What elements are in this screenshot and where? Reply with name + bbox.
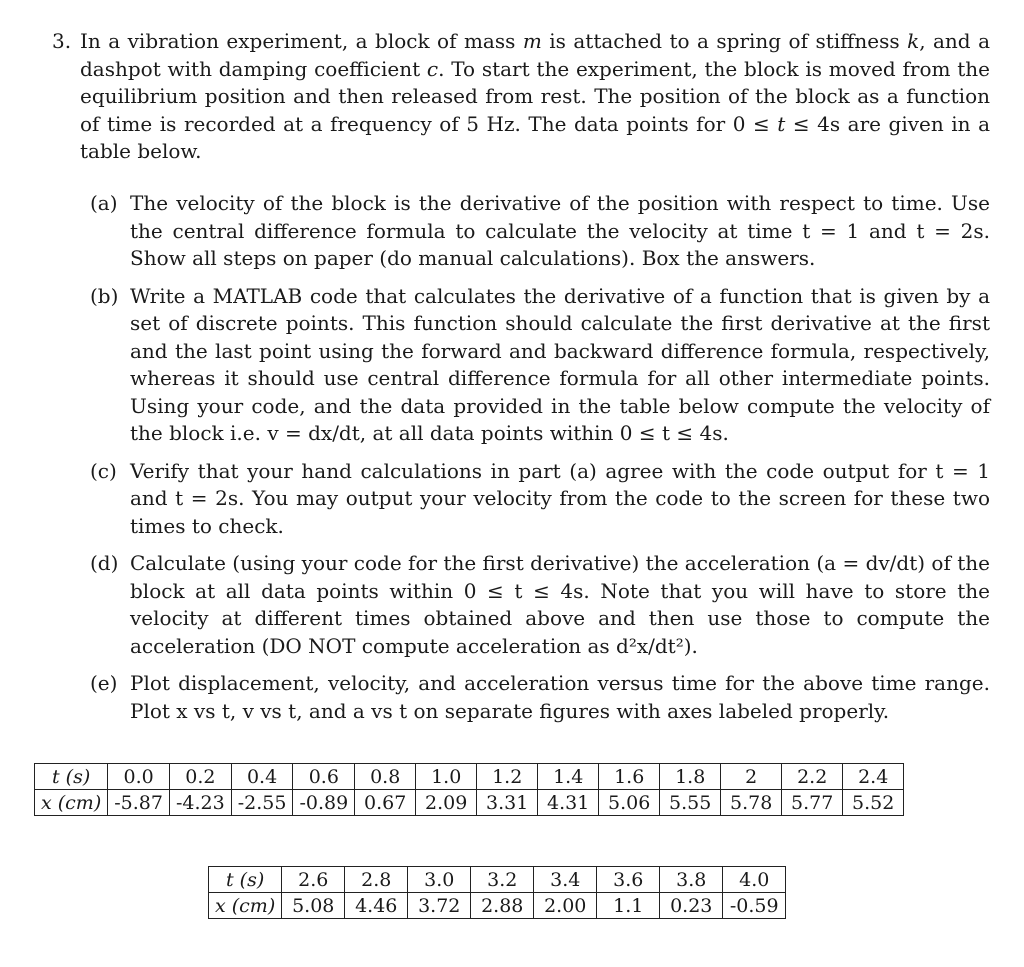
time-cell: 0.8 xyxy=(355,764,416,790)
time-cell: 1.2 xyxy=(477,764,538,790)
position-row xyxy=(35,790,904,816)
time-cell: 3.8 xyxy=(660,867,723,893)
part-d xyxy=(90,550,990,660)
problem-intro xyxy=(80,28,990,166)
part-label: (c) xyxy=(90,458,117,483)
position-cell: 5.55 xyxy=(660,790,721,816)
time-cell: 2 xyxy=(721,764,782,790)
row-header-time: t (s) xyxy=(209,867,282,893)
part-label: (e) xyxy=(90,671,118,695)
intro-var-t: t xyxy=(777,111,786,136)
time-cell: 4.0 xyxy=(723,867,786,893)
intro-text: ≤ 4s are given in a table below. xyxy=(80,111,990,163)
position-cell: 1.1 xyxy=(597,893,660,919)
time-cell: 2.4 xyxy=(843,764,904,790)
position-cell: 0.67 xyxy=(355,790,416,816)
position-cell: -0.59 xyxy=(723,893,786,919)
time-cell: 2.6 xyxy=(282,867,345,893)
position-cell: 4.31 xyxy=(538,790,599,816)
data-table-2 xyxy=(208,866,786,919)
position-cell: -5.87 xyxy=(108,790,170,816)
time-cell: 0.0 xyxy=(108,764,170,790)
time-cell: 1.6 xyxy=(599,764,660,790)
position-cell: 0.23 xyxy=(660,893,723,919)
part-b xyxy=(90,283,990,448)
problem-statement xyxy=(52,28,990,166)
position-cell: 2.88 xyxy=(471,893,534,919)
position-cell: -4.23 xyxy=(169,790,231,816)
time-cell: 3.4 xyxy=(534,867,597,893)
part-label: (d) xyxy=(90,551,119,575)
position-cell: 5.78 xyxy=(721,790,782,816)
part-text: Write a MATLAB code that calculates the derivative of a function that is given by a set of discrete points. This function should calculate the first derivative at the first and the last point using the forward and backward difference formula, respectively, whereas it should use central difference formula for all other intermediate points. Using your code, and the data provided in the table below compute the velocity of the block i.e. v = dx/dt, at all data points within 0 ≤ t ≤ 4s. xyxy=(130,283,990,445)
time-row xyxy=(209,867,786,893)
position-cell: 2.09 xyxy=(416,790,477,816)
time-cell: 3.2 xyxy=(471,867,534,893)
position-cell: -2.55 xyxy=(231,790,293,816)
time-row xyxy=(35,764,904,790)
intro-text: . To start the experiment, the block is moved from the equilibrium position and then released from rest. The position of the block as a function of time is recorded at a frequency of 5 Hz. The data points for 0 ≤ xyxy=(80,56,990,136)
problem-number: 3. xyxy=(52,29,72,53)
intro-var-k: k xyxy=(907,29,920,53)
intro-text: is attached to a spring of stiffness xyxy=(541,29,908,53)
position-cell: 5.08 xyxy=(282,893,345,919)
time-cell: 1.4 xyxy=(538,764,599,790)
intro-text: In a vibration experiment, a block of mass xyxy=(80,29,523,53)
position-cell: -0.89 xyxy=(293,790,355,816)
part-text: Calculate (using your code for the first derivative) the acceleration (a = dv/dt) of the block at all data points within 0 ≤ t ≤ 4s. Note that you will have to store the velocity at different times obtained above and then use those to compute the acceleration (DO NOT compute acceleration as d²x/dt²). xyxy=(130,551,990,658)
time-cell: 3.6 xyxy=(597,867,660,893)
problem-parts xyxy=(90,190,990,735)
intro-text: , and a dashpot with damping coefficient xyxy=(80,29,990,81)
time-cell: 3.0 xyxy=(408,867,471,893)
position-row xyxy=(209,893,786,919)
time-cell: 2.2 xyxy=(782,764,843,790)
part-text: Plot displacement, velocity, and acceleration versus time for the above time range. Plot x vs t, v vs t, and a vs t on separate figures with axes labeled properly. xyxy=(130,671,990,723)
intro-var-m: m xyxy=(522,29,542,53)
position-cell: 3.31 xyxy=(477,790,538,816)
part-text: The velocity of the block is the derivative of the position with respect to time. Use the central difference formula to calculate the velocity at time t = 1 and t = 2s. Show all steps on paper (do manual calculations). Box the answers. xyxy=(130,191,990,270)
time-cell: 1.8 xyxy=(660,764,721,790)
row-header-position: x (cm) xyxy=(209,893,282,919)
position-cell: 4.46 xyxy=(345,893,408,919)
position-cell: 5.06 xyxy=(599,790,660,816)
intro-var-c: c xyxy=(426,56,439,81)
time-cell: 0.2 xyxy=(169,764,231,790)
part-text: Verify that your hand calculations in part (a) agree with the code output for t = 1 and t = 2s. You may output your velocity from the code to the screen for these two times to check. xyxy=(130,458,990,538)
row-header-position: x (cm) xyxy=(35,790,108,816)
time-cell: 0.6 xyxy=(293,764,355,790)
position-cell: 5.52 xyxy=(843,790,904,816)
time-cell: 0.4 xyxy=(231,764,293,790)
position-cell: 3.72 xyxy=(408,893,471,919)
part-label: (a) xyxy=(90,191,118,215)
part-e xyxy=(90,670,990,725)
data-table-1 xyxy=(34,763,904,816)
position-cell: 2.00 xyxy=(534,893,597,919)
part-a xyxy=(90,190,990,273)
row-header-time: t (s) xyxy=(35,764,108,790)
time-cell: 1.0 xyxy=(416,764,477,790)
part-label: (b) xyxy=(90,283,119,308)
part-c xyxy=(90,458,990,541)
position-cell: 5.77 xyxy=(782,790,843,816)
time-cell: 2.8 xyxy=(345,867,408,893)
